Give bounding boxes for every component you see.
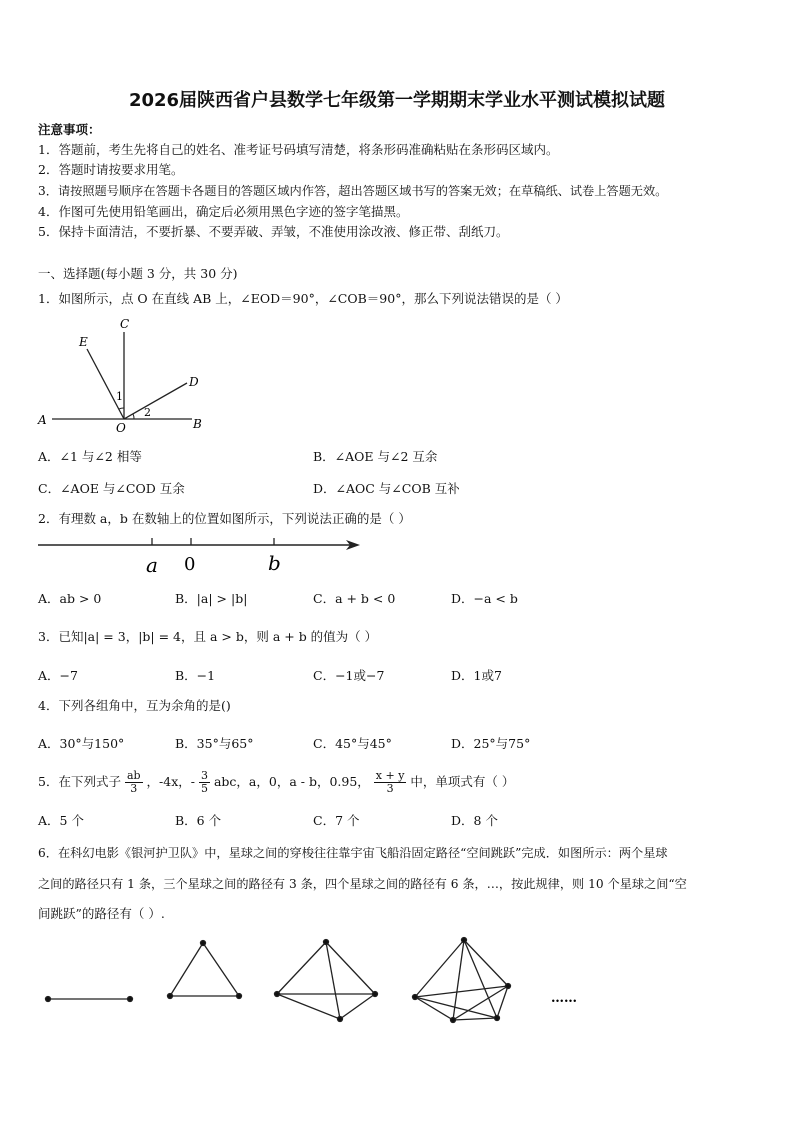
- question-6-line-2: 之间的路径只有 1 条，三个星球之间的路径有 3 条，四个星球之间的路径有 6 条，…，按此规律，则 10 个星球之间“空: [38, 877, 687, 891]
- question-1-option-a: A．∠1 与∠2 相等: [38, 449, 142, 464]
- question-4-option-a: A．30°与150°: [38, 736, 125, 751]
- question-5-option-c: C．7 个: [313, 813, 360, 828]
- question-6-line-3: 间跳跃”的路径有（ ）.: [38, 906, 165, 921]
- label-o: O: [116, 421, 126, 435]
- label-b: B: [193, 417, 202, 431]
- q5-prefix: 5．在下列式子: [38, 774, 121, 789]
- label-e: E: [79, 335, 88, 349]
- angle-figure: [30, 312, 220, 437]
- question-2-stem: 2．有理数 a，b 在数轴上的位置如图所示，下列说法正确的是（ ）: [38, 511, 411, 526]
- fraction-denominator: 5: [200, 782, 208, 795]
- question-3-option-b: B．−1: [175, 668, 216, 683]
- tick-b: b: [268, 551, 281, 575]
- question-1-stem: 1．如图所示，点 O 在直线 AB 上，∠EOD＝90°，∠COB＝90°，那么下列说法错误的是（ ）: [38, 291, 568, 306]
- angle-1-label: 1: [116, 390, 123, 403]
- notice-item: 1．答题前，考生先将自己的姓名、准考证号码填写清楚，将条形码准确粘贴在条形码区域内。: [38, 142, 559, 157]
- question-1-option-c: C．∠AOE 与∠COD 互余: [38, 481, 185, 496]
- question-5-stem: [38, 765, 514, 799]
- fraction-numerator: 3: [200, 769, 208, 782]
- planet-path-figures: [30, 930, 590, 1030]
- question-3-option-c: C．−1或−7: [313, 668, 385, 683]
- question-6-line-1: 6．在科幻电影《银河护卫队》中，星球之间的穿梭往往靠宇宙飞船沿固定路径“空间跳跃”完成．如图所示：两个星球: [38, 846, 668, 860]
- question-1-option-d: D．∠AOC 与∠COB 互补: [313, 481, 460, 496]
- label-a: A: [38, 413, 47, 427]
- question-3-option-a: A．−7: [38, 668, 78, 683]
- question-2-option-c: C．a + b < 0: [313, 591, 396, 606]
- notice-item: 3．请按照题号顺序在答题卡各题目的答题区域内作答，超出答题区域书写的答案无效；在草稿纸、试卷上答题无效。: [38, 184, 668, 198]
- q5-suffix: 中，单项式有（ ）: [410, 774, 515, 789]
- question-3-stem: 3．已知|a| = 3，|b| = 4，且 a > b，则 a + b 的值为（ ）: [38, 629, 378, 644]
- fraction-x-plus-y-over-3: [374, 770, 407, 795]
- question-2-option-a: A．ab > 0: [38, 591, 102, 606]
- section-heading: 一、选择题(每小题 3 分，共 30 分): [38, 266, 238, 281]
- fraction-denominator: 3: [130, 782, 138, 795]
- fraction-numerator: x + y: [375, 769, 405, 782]
- notice-item: 4．作图可先使用铅笔画出，确定后必须用黑色字迹的签字笔描黑。: [38, 204, 409, 219]
- page-title: 2026届陕西省户县数学七年级第一学期期末学业水平测试模拟试题: [128, 90, 666, 111]
- question-4-option-d: D．25°与75°: [451, 736, 531, 751]
- notice-item: 5．保持卡面清洁，不要折暴、不要弄破、弄皱，不准使用涂改液、修正带、刮纸刀。: [38, 224, 509, 239]
- tick-a: a: [146, 553, 158, 577]
- notice-item: 2．答题时请按要求用笔。: [38, 162, 184, 177]
- question-5-option-b: B．6 个: [175, 813, 222, 828]
- fraction-ab-over-3: [125, 770, 143, 795]
- label-c: C: [120, 317, 130, 331]
- question-2-option-d: D．−a < b: [451, 591, 518, 606]
- q5-mid-2: abc，a，0，a - b，0.95，: [213, 774, 370, 789]
- question-3-option-d: D．1或7: [451, 668, 502, 683]
- ellipsis-text: ……: [551, 991, 577, 1006]
- notice-heading: 注意事项：: [38, 122, 101, 137]
- question-4-stem: 4．下列各组角中，互为余角的是(): [38, 698, 231, 713]
- angle-2-label: 2: [144, 406, 151, 419]
- number-line: [34, 530, 370, 578]
- question-2-option-b: B．|a| > |b|: [175, 591, 248, 606]
- label-d: D: [189, 375, 199, 389]
- fraction-numerator: ab: [126, 769, 141, 782]
- question-4-option-c: C．45°与45°: [313, 736, 392, 751]
- question-1-option-b: B．∠AOE 与∠2 互余: [313, 449, 438, 464]
- question-4-option-b: B．35°与65°: [175, 736, 254, 751]
- question-5-option-d: D．8 个: [451, 813, 498, 828]
- fraction-3-over-5: [199, 770, 210, 795]
- fraction-denominator: 3: [386, 782, 394, 795]
- tick-zero: 0: [184, 554, 196, 575]
- q5-mid-1: ，-4x，-: [146, 774, 195, 789]
- question-5-option-a: A．5 个: [38, 813, 84, 828]
